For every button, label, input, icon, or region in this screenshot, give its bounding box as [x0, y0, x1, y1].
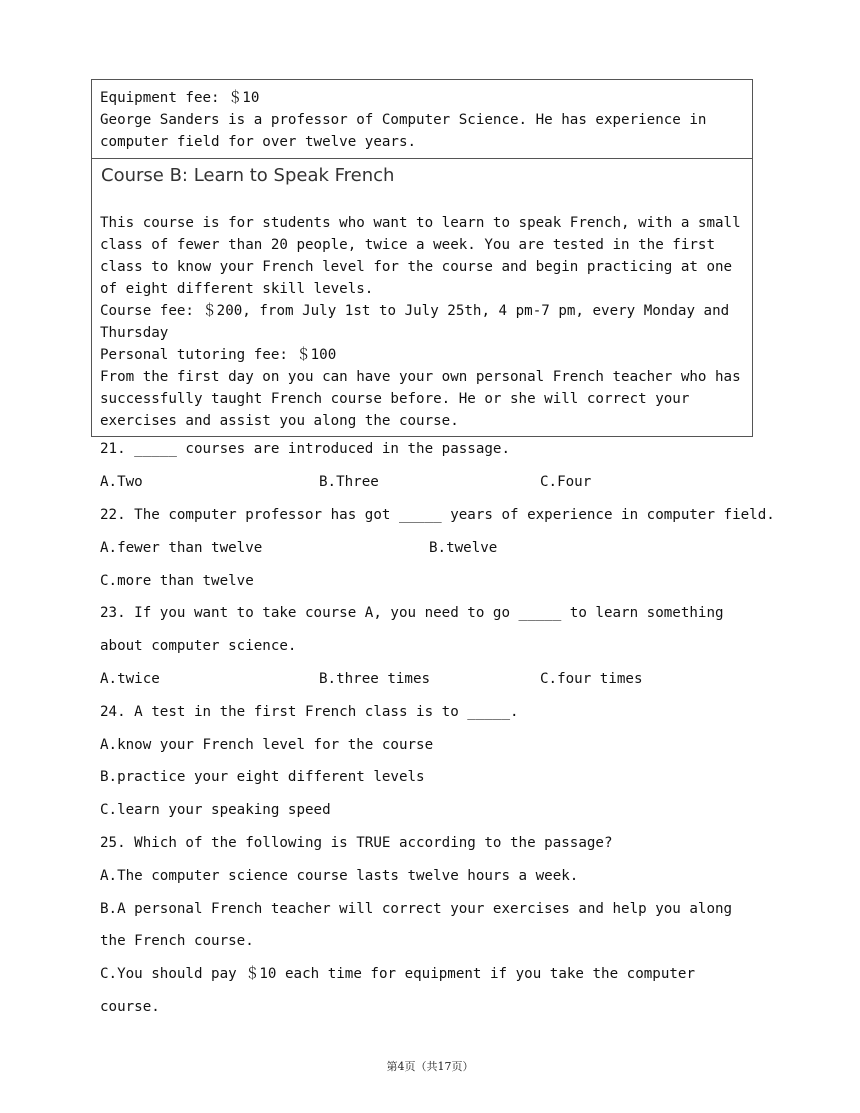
question-23-stem: 23. If you want to take course A, you need to go _____ to learn something: [100, 605, 724, 621]
question-24-option-b: B.practice your eight different levels: [100, 769, 425, 785]
question-21-stem: 21. _____ courses are introduced in the passage.: [100, 441, 510, 457]
question-25-option-c: C.You should pay ＄10 each time for equipment if you take the computer: [100, 966, 696, 982]
course-a-line: computer field for over twelve years.: [100, 134, 417, 150]
course-a-line: Equipment fee: ＄10: [100, 90, 260, 106]
question-22-stem: 22. The computer professor has got _____ years of experience in computer field.: [100, 507, 775, 523]
question-25-option-b: B.A personal French teacher will correct your exercises and help you along: [100, 901, 733, 917]
question-22-option-c: C.more than twelve: [100, 573, 254, 589]
question-25-option-c-cont: course.: [100, 999, 160, 1015]
question-25-option-a: A.The computer science course lasts twelve hours a week.: [100, 868, 579, 884]
course-b-line: class of fewer than 20 people, twice a week. You are tested in the first: [100, 237, 715, 253]
question-25-stem: 25. Which of the following is TRUE according to the passage?: [100, 835, 613, 851]
question-21-option-b: B.Three: [319, 474, 379, 490]
question-22-option-a: A.fewer than twelve: [100, 540, 263, 556]
course-b-line: Thursday: [100, 325, 169, 341]
page-footer: 第4页（共17页）: [386, 1060, 474, 1073]
question-23-option-a: A.twice: [100, 671, 160, 687]
question-21-option-a: A.Two: [100, 474, 143, 490]
question-21-option-c: C.Four: [540, 474, 592, 490]
question-23-option-b: B.three times: [319, 671, 431, 687]
course-b-line: class to know your French level for the course and begin practicing at one: [100, 259, 733, 275]
question-24-option-c: C.learn your speaking speed: [100, 802, 331, 818]
course-b-line: of eight different skill levels.: [100, 281, 374, 297]
course-b-line: successfully taught French course before. He or she will correct your: [100, 391, 690, 407]
question-23-option-c: C.four times: [540, 671, 643, 687]
course-b-line: Course fee: ＄200, from July 1st to July 25th, 4 pm-7 pm, every Monday and: [100, 303, 730, 319]
course-b-line: exercises and assist you along the course.: [100, 413, 459, 429]
course-b-line: Personal tutoring fee: ＄100: [100, 347, 337, 363]
question-24-stem: 24. A test in the first French class is to _____.: [100, 704, 519, 720]
question-24-option-a: A.know your French level for the course: [100, 737, 434, 753]
course-b-title: Course B: Learn to Speak French: [101, 165, 395, 186]
question-22-option-b: B.twelve: [429, 540, 498, 556]
course-b-line: This course is for students who want to learn to speak French, with a small: [100, 215, 741, 231]
question-25-option-b-cont: the French course.: [100, 933, 254, 949]
course-b-line: From the first day on you can have your own personal French teacher who has: [100, 369, 741, 385]
course-a-line: George Sanders is a professor of Computer Science. He has experience in: [100, 112, 707, 128]
question-23-stem-cont: about computer science.: [100, 638, 297, 654]
